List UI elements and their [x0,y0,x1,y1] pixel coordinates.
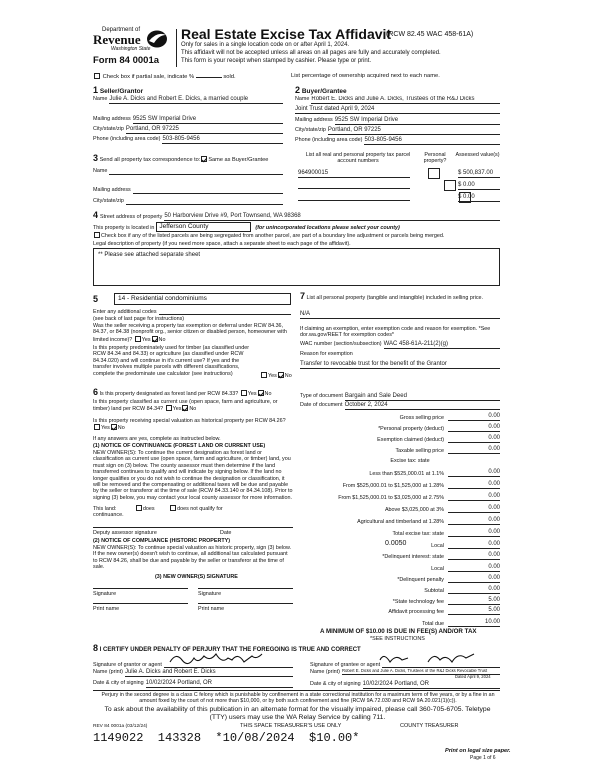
see-back-note: (see back of last page for instructions) [93,316,185,322]
sig-label-2: Signature [198,591,222,597]
does-not-checkbox[interactable] [170,505,176,511]
footer-rule [93,690,500,691]
tax-line-tier3: From $1,525,000.01 to $3,025,000 at 2.75% 0.00 [338,493,500,501]
seller-mailing-field[interactable]: 9525 SW Imperial Drive [133,116,283,124]
tax-line-tech-fee: *State technology fee 5.00 [392,597,500,605]
logo-swoosh-icon [145,29,169,49]
personal-property-checkbox-1[interactable] [428,168,440,179]
buyer-mailing-field[interactable]: 9525 SW Imperial Drive [335,117,500,125]
form-rcw: (RCW 82.45 WAC 458-61A) [386,31,474,38]
forest-question: 6 Is this property designated as forest land per RCW 84.33? Yes No [93,387,272,397]
county-treasurer: COUNTY TREASURER [400,723,459,729]
grantee-dated: Dated April 9, 2024 [455,674,491,679]
seller-phone-field[interactable]: 503-805-9456 [162,136,283,144]
timber-question: Is this property predominately used for timber (as classified under RCW 84.34 and 84.33) or agriculture (as classified under RCW 84.34.020) and will continue in it's current use? If yes and the transfer involves multiple parcels with different classifications, complete the predominate use calculator (see instructions) [93,345,250,377]
page-number: Page 1 of 6 [470,755,496,761]
grantee-date-field[interactable]: 10/02/2024 Portland, OR [363,681,500,689]
corr-mailing-field[interactable] [133,187,283,194]
notice-2-title: (2) NOTICE OF COMPLIANCE (HISTORIC PROPERTY) [93,538,231,544]
tier1-value[interactable]: 0.00 [448,469,500,477]
deputy-date-label: Date [220,530,232,536]
buyer-mailing-row: Mailing address 9525 SW Imperial Drive [295,117,500,125]
buyer-city-field[interactable]: Portland, OR 97225 [328,127,500,135]
forest-yes-checkbox[interactable] [241,390,247,396]
grantor-sig-row: Signature of grantor or agent [93,656,293,668]
parcel-number-1[interactable]: 964900015 [298,170,410,178]
tax-line-penalty: *Delinquent penalty 0.00 [397,575,500,583]
personal-col-header: Personal property? [423,152,447,165]
print-label-2: Print name [198,606,225,612]
cashier-stamp: 1149022 143328 *10/08/2024 $10.00* [93,731,360,745]
new-owner-print-2[interactable] [198,598,293,604]
buyer-city-row: City/state/zip Portland, OR 97225 [295,127,500,135]
correspondence-row: 3 Send all property tax correspondence to: Same as Buyer/Grantee [93,153,269,163]
forest-no-checkbox[interactable] [258,390,264,396]
print-label-1: Print name [93,606,120,612]
legal-paper-note: Print on legal size paper. [445,748,511,754]
current-use-no-checkbox[interactable] [182,405,188,411]
land-qualify-row: This land: does does not qualify for [93,506,223,512]
partial-sale-checkbox[interactable] [94,73,100,79]
corr-name-field[interactable] [109,168,283,175]
new-owner-print-1[interactable] [93,598,188,604]
buyer-phone-field[interactable]: 503-805-9456 [364,137,500,145]
tax-line-gross: Gross selling price 0.00 [399,413,500,421]
tax-line-agri: Agricultural and timberland at 1.28% 0.00 [357,517,500,525]
parcel-number-2[interactable] [298,182,410,189]
form-title: Real Estate Excise Tax Affidavit [181,26,392,42]
county-select[interactable]: Jefferson County [156,222,251,232]
total-state-value[interactable]: 0.00 [448,529,500,537]
grantor-date-field[interactable]: 10/02/2024 Portland, OR [146,680,293,688]
buyer-heading: 2 Buyer/Grantee [295,85,347,95]
tier3-value[interactable]: 0.00 [448,493,500,501]
tax-line-subtotal: Subtotal 0.00 [424,586,500,594]
grantee-name-row: Name (print) Robert E. Dicks and Julie A. Dicks, Trustees of the R&J Dicks Revocable Trust [310,669,500,675]
treasurer-space: THIS SPACE TREASURER'S USE ONLY [240,723,342,729]
seller-mailing-row: Mailing address 9525 SW Imperial Drive [93,116,283,124]
corr-mailing-row: Mailing address [93,187,283,194]
corr-city-row: City/state/zip [93,198,283,205]
historic-question: Is this property receiving special valuation as historical property per RCW 84.26? Yes No [93,418,286,432]
partial-sold-label: sold. [223,74,236,80]
use-code-select[interactable]: 14 - Residential condominiums [114,293,291,305]
deputy-label: Deputy assessor signature [93,530,157,536]
exemption-deduct-value[interactable]: 0.00 [448,435,500,443]
assessed-value-3[interactable]: $ 0.00 [458,194,500,202]
partial-percent-field[interactable] [196,77,222,78]
partial-sale-row [93,73,236,81]
notice-2-text: NEW OWNER(S): To continue special valuation as historic property, sign (3) below. If the new owner(s) doesn't wish to continue, all additional tax calculated pursuant to RCW 84.26, shall be due and payable by the seller or transferor at the time of sale. [93,545,292,571]
assessed-value-2[interactable]: $ 0.00 [458,182,500,190]
if-yes-intro: If any answers are yes, complete as instructed below. [93,436,221,442]
tax-line-delinq-local: Local 0.00 [431,564,500,572]
same-as-buyer-checkbox[interactable] [201,156,207,162]
q1-yes-checkbox[interactable] [135,336,141,342]
corr-name-row: Name [93,168,283,175]
tier4-value[interactable]: 0.00 [448,505,500,513]
tax-line-total-state: Total excise tax: state 0.00 [392,529,500,537]
exemption-question: Was the seller receiving a property tax exemption or deferral under RCW 84.36, 84.37, or 84.38 (nonprofit org., senior citizen or disabled person, homeowner with limited income)? Yes No [93,323,287,343]
seller-city-row: City/state/zip Portland, OR 97225 [93,126,283,134]
tech-fee-value[interactable]: 5.00 [448,597,500,605]
street-address-field[interactable]: 50 Harborview Drive #9, Port Townsend, WA 98368 [164,213,500,221]
assessed-col-header: Assessed value(s) [455,152,500,158]
buyer-name-row: Name Robert E. Dicks and Julie A. Dicks, Trustees of the R&J Dicks [295,96,500,104]
personal-property-checkbox-2[interactable] [444,180,456,191]
taxable-price-value[interactable]: 0.00 [448,446,500,454]
excise-state-label: Excise tax: state [390,458,430,464]
notice-1-text: NEW OWNER(S): To continue the current designation as forest land or classification as current use (open space, farm and agriculture, or timber) land, you must sign on (3) below. The county assessor must then determine if the land transferred continues to qualify and will indicate by signing below. If the land no longer qualifies or you do not wish to continue the designation or classification, it will be removed and the compensating or additional taxes will be due and payable by the seller or transferor at the time of sale (RCW 84.33.140 or 84.34.108). Prior to signing (3) below, you may contact your local county assessor for more information. [93,450,293,501]
total-due-value[interactable]: 10.00 [448,619,500,627]
tax-line-tier4: Above $3,025,000 at 3% 0.00 [384,505,500,513]
grantor-name-row: Name (print) Julie A. Dicks and Robert E. Dicks [93,669,293,677]
additional-codes-field[interactable] [159,309,291,315]
current-use-question: Is this property classified as current use (open space, farm and agriculture, or timber) land per RCW 84.34? Yes No [93,399,278,413]
q2-yes-checkbox[interactable] [261,372,267,378]
partial-sale-label: Check box if partial sale, indicate % [102,74,195,80]
exemption-label: If claiming an exemption, enter exemption code and reason for exemption. *See dor.wa.gov/REET for exemption codes* [300,326,491,339]
personal-property-value[interactable]: N/A [300,311,311,317]
header-note-1: Only for sales in a single location code on or after April 1, 2024. [181,42,350,48]
doctype-row: Type of document Bargain and Sale Deed [300,393,500,401]
grantor-signature-scribble-icon [168,650,268,666]
alt-format-notice: To ask about the availability of this publication in an alternate format for the visually impaired, please call 360-705-6705. Teletype (TTY) users may use the WA Relay Service by calling 711. [104,706,491,722]
personal-property-line [300,318,500,319]
historic-yes-checkbox[interactable] [94,424,100,430]
additional-codes-row: Enter any additional codes [93,309,291,315]
notice-1-title: (1) NOTICE OF CONTINUANCE (FOREST LAND OR CURRENT USE) [93,443,266,449]
legal-desc-label: Legal description of property (if you need more space, attach a separate sheet to each page of the affidavit). [93,241,351,247]
notice-3-title: (3) NEW OWNER(S) SIGNATURE [155,574,238,580]
new-owner-sig-2[interactable] [198,583,293,589]
grantee-signature[interactable] [382,656,500,668]
tax-line-tier2: From $525,000.01 to $1,525,000 at 1.28% 0.00 [342,481,500,489]
wac-row: WAC number (section/subsection) WAC 458-61A-211(2)(g) [300,341,500,349]
wac-field[interactable]: WAC 458-61A-211(2)(g) [384,341,500,349]
grantee-name-field[interactable]: Robert E. Dicks and Julie A. Dicks, Trustees of the R&J Dicks Revocable Trust [342,669,500,675]
parcel-number-3[interactable] [298,194,410,201]
new-owner-sig-1[interactable] [93,583,188,589]
processing-fee-value[interactable]: 5.00 [448,607,500,615]
form-number: Form 84 0001a [93,55,160,66]
gross-price-value[interactable]: 0.00 [448,413,500,421]
perjury-notice: Perjury in the second degree is a class C felony which is punishable by confinement in a state correctional institution for a maximum term of five years, or by a fine in an amount fixed by the court of not more than $10,000, or by both such confinement and fine (RCW 9A.72.030 and RCW 9A.20.021(1)(c)). [101,692,495,705]
does-checkbox[interactable] [136,505,142,511]
segregated-row: Check box if any of the listed parcels are being segregated from another parcel, are part of a boundary line adjustment or parcels being merged. [93,232,503,239]
tax-line-tier1: Less than $525,000.01 at 1.1% 0.00 [369,469,500,477]
assessed-value-1[interactable]: $ 500,837.00 [458,170,500,178]
legal-desc-box[interactable] [93,248,500,286]
timber-yes-no: Yes No [260,372,292,379]
delinq-local-value[interactable]: 0.00 [448,564,500,572]
subtotal-value[interactable]: 0.00 [448,586,500,594]
minimum-note: A MINIMUM OF $10.00 IS DUE IN FEE(S) AND/OR TAX [320,628,477,635]
grantor-date-row: Date & city of signing 10/02/2024 Portland, OR [93,680,293,688]
historic-no-checkbox[interactable] [111,424,117,430]
dept-line: Department of [102,27,141,33]
tier2-value[interactable]: 0.00 [448,481,500,489]
penalty-value[interactable]: 0.00 [448,575,500,583]
tax-line-taxable: Taxable selling price 0.00 [395,446,500,454]
personal-deduct-value[interactable]: 0.00 [448,424,500,432]
header-note-3: This form is your receipt when stamped by cashier. Please type or print. [181,58,372,64]
grantee-sig-row: Signature of grantee or agent [310,656,500,668]
docdate-field[interactable]: October 2, 2024 [345,402,500,410]
header-note-2: This affidavit will not be accepted unless all areas on all pages are fully and accurately completed. [181,50,441,56]
tax-line-processing: Affidavit processing fee 5.00 [388,607,500,615]
local-value[interactable]: 0.00 [448,541,500,549]
q1-no-checkbox[interactable] [152,336,158,342]
agri-value[interactable]: 0.00 [448,517,500,525]
personal-property-label: 7 List all personal property (tangible and intangible) included in selling price. [300,291,484,301]
continuance-label: continuance. [93,512,124,518]
docdate-row: Date of document October 2, 2024 [300,402,500,410]
state-line: Washington State [111,46,151,52]
tax-line-total-due: Total due 10.00 [422,619,500,627]
tax-line-delinq-state: *Delinquent interest: state 0.00 [382,552,500,560]
buyer-name-field-2[interactable]: Joint Trust dated April 9, 2024 [295,106,500,114]
grantor-signature[interactable] [164,656,293,668]
seller-name-row: Name Julie A. Dicks and Robert E. Dicks, a married couple [93,96,283,104]
tax-line-local: Local 0.00 [431,541,500,549]
deputy-sig-line[interactable] [93,522,293,528]
ownership-note: List percentage of ownership acquired next to each name. [291,73,440,79]
current-use-yes-checkbox[interactable] [166,405,172,411]
header-divider [176,29,177,67]
reason-field[interactable]: Transfer to revocable trust for the benefit of the Grantor [300,361,500,369]
legal-desc-text: ** Please see attached separate sheet [98,252,201,258]
doctype-field[interactable]: Bargain and Sale Deed [345,393,500,401]
tax-line-exemption: Exemption claimed (deduct) 0.00 [377,435,500,443]
reason-label: Reason for exemption [300,351,353,357]
corr-city-field[interactable] [126,198,283,205]
q2-no-checkbox[interactable] [278,372,284,378]
delinq-state-value[interactable]: 0.00 [448,552,500,560]
segregated-checkbox[interactable] [94,232,100,238]
certify-line: 8 I CERTIFY UNDER PENALTY OF PERJURY THAT THE FOREGOING IS TRUE AND CORRECT [93,643,361,653]
grantee-date-row: Date & city of signing 10/02/2024 Portland, OR [310,681,500,689]
grantee-signature-scribble-icon [378,650,478,666]
use-code-row: 5 14 - Residential condominiums [93,293,291,305]
revenue-wordmark: Revenue [93,32,141,47]
buyer-phone-row: Phone (including area code) 503-805-9456 [295,137,500,145]
local-rate: 0.0050 [385,540,407,547]
seller-phone-row: Phone (including area code) 503-805-9456 [93,136,283,144]
grantor-name-field[interactable]: Julie A. Dicks and Robert E. Dicks [125,669,293,677]
tax-line-personal: *Personal property (deduct) 0.00 [378,424,500,432]
sig-label-1: Signature [93,591,117,597]
buyer-name-field-1[interactable]: Robert E. Dicks and Julie A. Dicks, Trustees of the R&J Dicks [311,96,500,104]
see-instructions: *SEE INSTRUCTIONS [370,636,425,642]
seller-name-field[interactable]: Julie A. Dicks and Robert E. Dicks, a married couple [109,96,283,104]
located-row: This property is located in Jefferson County (for unincorporated locations please select your county) [93,223,400,232]
form-revision: REV 84 0001a (03/12/24) [93,724,148,729]
street-row: 4 Street address of property 50 Harborview Drive #9, Port Townsend, WA 98368 [93,210,500,221]
seller-city-field[interactable]: Portland, OR 97225 [126,126,283,134]
seller-heading: 1 Seller/Grantor [93,85,144,95]
parcel-col-header: List all real and personal property tax parcel account numbers [305,152,411,165]
